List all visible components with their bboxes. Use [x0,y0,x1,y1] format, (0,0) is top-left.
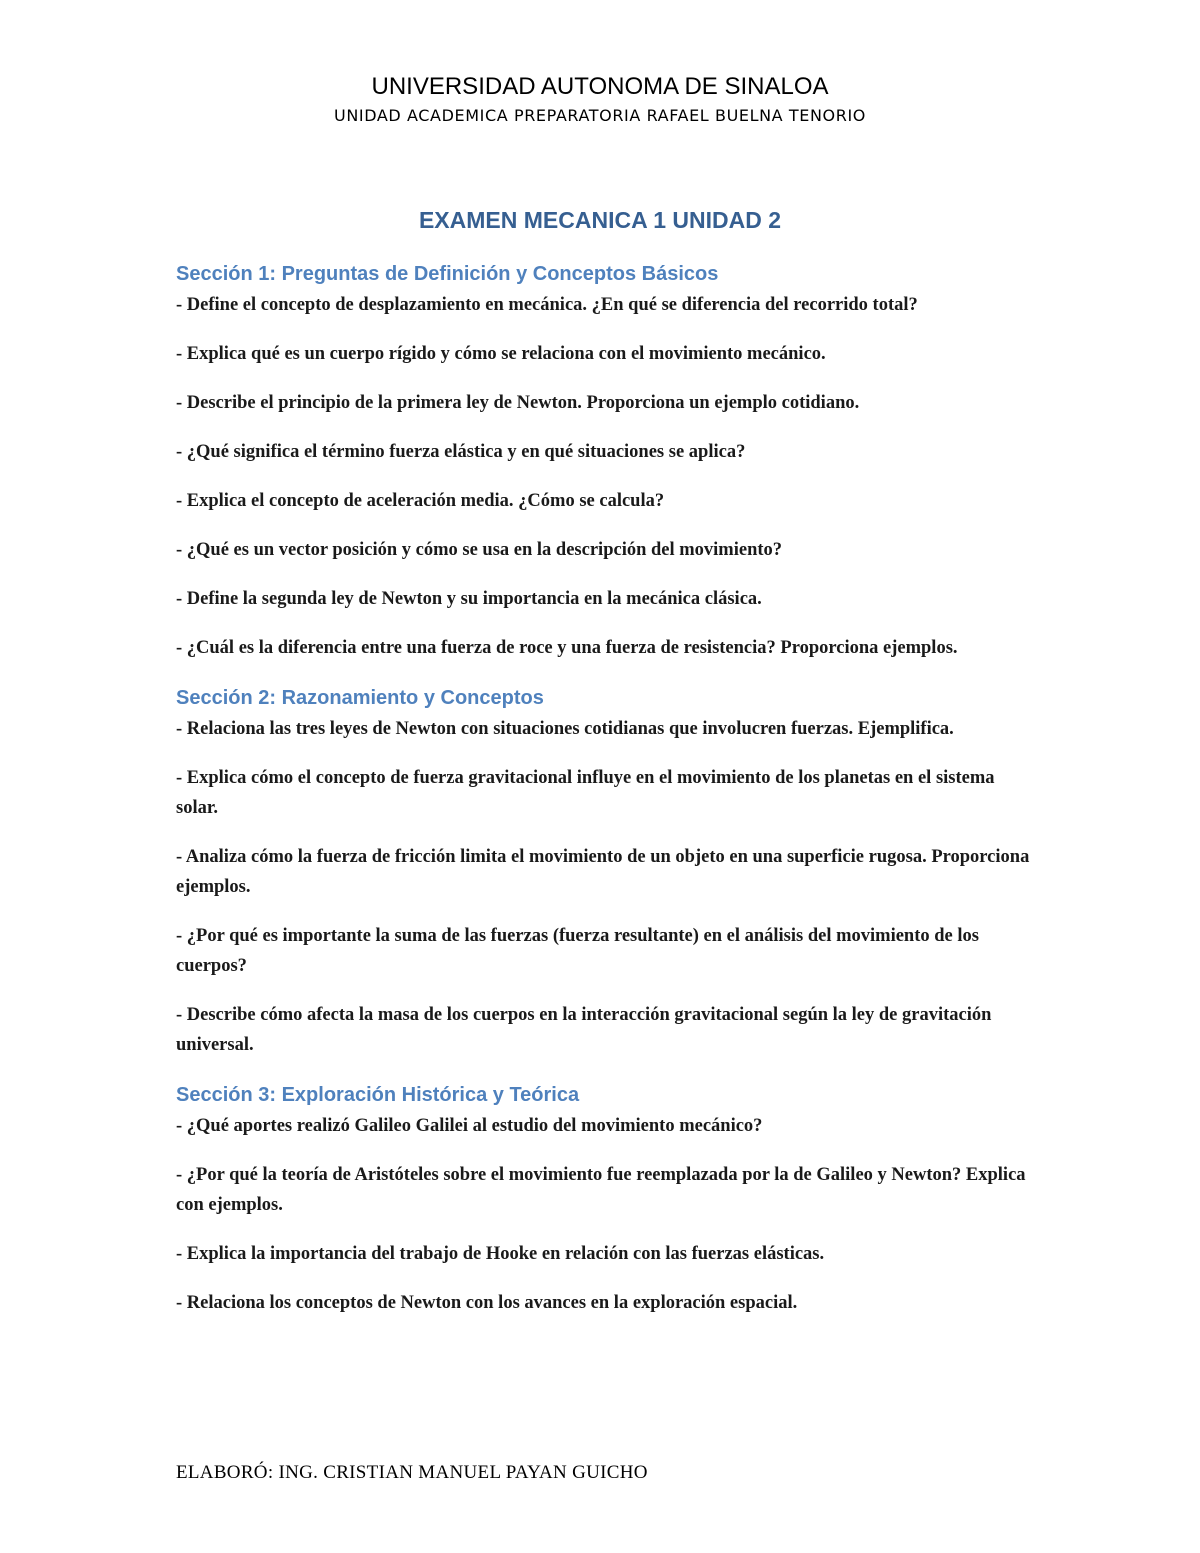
question-item: - Define el concepto de desplazamiento en mecánica. ¿En qué se diferencia del recorrido total? [176,295,918,315]
question-item: - Explica qué es un cuerpo rígido y cómo se relaciona con el movimiento mecánico. [176,344,826,364]
question-item: - Relaciona los conceptos de Newton con los avances en la exploración espacial. [176,1293,798,1313]
author-footer: ELABORÓ: ING. CRISTIAN MANUEL PAYAN GUICHO [176,1462,648,1483]
section-3 [176,1079,1036,1318]
question-item: - ¿Qué significa el término fuerza elástica y en qué situaciones se aplica? [176,442,746,462]
section-heading: Sección 2: Razonamiento y Conceptos [176,687,544,709]
question-item: - Relaciona las tres leyes de Newton con situaciones cotidianas que involucren fuerzas. Ejemplifica. [176,719,954,739]
section-2 [176,682,1036,1060]
question-item: - ¿Qué es un vector posición y cómo se usa en la descripción del movimiento? [176,540,783,560]
exam-title: EXAMEN MECANICA 1 UNIDAD 2 [418,207,782,233]
question-item: - Define la segunda ley de Newton y su importancia en la mecánica clásica. [176,589,762,609]
university-name: UNIVERSIDAD AUTONOMA DE SINALOA [371,73,829,100]
question-item: - ¿Qué aportes realizó Galileo Galilei al estudio del movimiento mecánico? [176,1116,763,1136]
section-heading: Sección 1: Preguntas de Definición y Conceptos Básicos [176,263,719,285]
question-item: - Analiza cómo la fuerza de fricción limita el movimiento de un objeto en una superficie rugosa. Proporciona ejemplos. [176,847,1030,897]
academic-unit-name: UNIDAD ACADEMICA PREPARATORIA RAFAEL BUELNA TENORIO [334,106,866,125]
exam-content [176,258,1036,1337]
question-item: - ¿Cuál es la diferencia entre una fuerza de roce y una fuerza de resistencia? Proporciona ejemplos. [176,638,958,658]
question-item: - ¿Por qué la teoría de Aristóteles sobre el movimiento fue reemplazada por la de Galileo y Newton? Explica con ejemplos. [176,1165,1026,1215]
question-item: - Describe el principio de la primera ley de Newton. Proporciona un ejemplo cotidiano. [176,393,860,413]
question-item: - Explica el concepto de aceleración media. ¿Cómo se calcula? [176,491,665,511]
question-item: - Explica la importancia del trabajo de Hooke en relación con las fuerzas elásticas. [176,1244,825,1264]
question-item: - ¿Por qué es importante la suma de las fuerzas (fuerza resultante) en el análisis del movimiento de los cuerpos? [176,926,979,976]
question-item: - Describe cómo afecta la masa de los cuerpos en la interacción gravitacional según la ley de gravitación universal. [176,1005,992,1055]
question-item: - Explica cómo el concepto de fuerza gravitacional influye en el movimiento de los planetas en el sistema solar. [176,768,995,818]
section-1 [176,258,1036,663]
section-heading: Sección 3: Exploración Histórica y Teórica [176,1084,580,1106]
